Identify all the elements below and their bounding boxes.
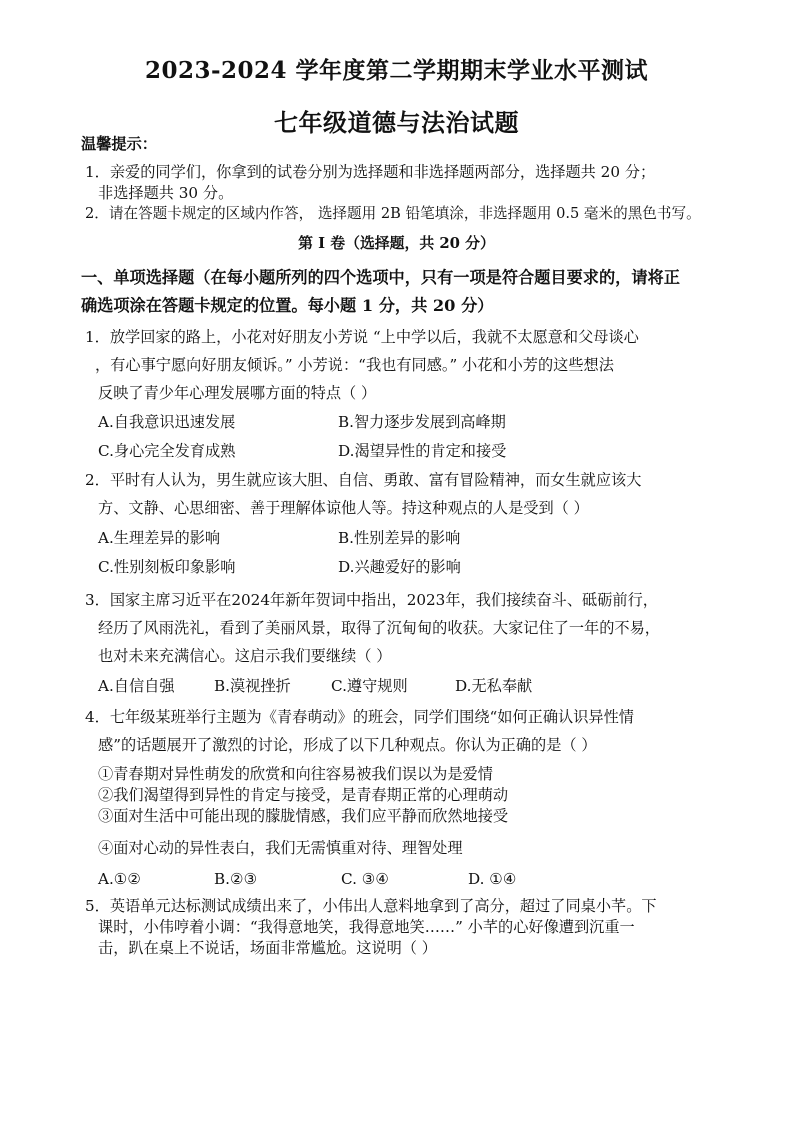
option-a: A.自我意识迅速发展 bbox=[98, 413, 236, 431]
option-b: B.漠视挫折 bbox=[214, 677, 291, 695]
tip-item-1: 1．亲爱的同学们，你拿到的试卷分别为选择题和非选择题两部分，选择题共 20 分； bbox=[85, 163, 656, 181]
question-text: 感”的话题展开了激烈的讨论，形成了以下几种观点。你认为正确的是（ ） bbox=[98, 736, 597, 754]
option-a: A.自信自强 bbox=[98, 677, 175, 695]
option-d: D.兴趣爱好的影响 bbox=[338, 558, 461, 576]
section-instruction: 一、单项选择题（在每小题所列的四个选项中，只有一项是符合题目要求的，请将正 bbox=[81, 268, 680, 287]
option-c: C.遵守规则 bbox=[331, 677, 408, 695]
tips-heading: 温馨提示： bbox=[81, 135, 157, 153]
option-d: D. ①④ bbox=[468, 870, 517, 888]
question-text: 经历了风雨洗礼，看到了美丽风景，取得了沉甸甸的收获。大家记住了一年的不易， bbox=[98, 619, 660, 637]
option-a: A.生理差异的影响 bbox=[98, 529, 221, 547]
question-text: 5．英语单元达标测试成绩出来了，小伟出人意料地拿到了高分，超过了同桌小芊。下 bbox=[85, 897, 657, 915]
question-text: 2．平时有人认为，男生就应该大胆、自信、勇敢、富有冒险精神，而女生就应该大 bbox=[85, 471, 642, 489]
option-b: B.智力逐步发展到高峰期 bbox=[338, 413, 506, 431]
question-text: 方、文静、心思细密、善于理解体谅他人等。持这种观点的人是受到（ ） bbox=[98, 499, 589, 517]
statement-1: ①青春期对异性萌发的欣赏和向往容易被我们误以为是爱情 bbox=[98, 765, 493, 783]
option-a: A.①② bbox=[98, 870, 142, 888]
section-title: 第 I 卷（选择题，共 20 分） bbox=[298, 234, 495, 252]
option-c: C.性别刻板印象影响 bbox=[98, 558, 236, 576]
statement-3: ③面对生活中可能出现的朦胧情感，我们应平静而欣然地接受 bbox=[98, 807, 509, 825]
question-text: 3．国家主席习近平在2024年新年贺词中指出，2023年，我们接续奋斗、砥砺前行， bbox=[85, 591, 658, 609]
question-text: ，有心事宁愿向好朋友倾诉。” 小芳说：“我也有同感。” 小花和小芳的这些想法 bbox=[95, 356, 614, 374]
exam-title: 2023-2024 学年度第二学期期末学业水平测试 bbox=[144, 57, 649, 84]
option-b: B.性别差异的影响 bbox=[338, 529, 461, 547]
option-d: D.渴望异性的肯定和接受 bbox=[338, 442, 507, 460]
question-text: 反映了青少年心理发展哪方面的特点（ ） bbox=[98, 384, 377, 402]
statement-2: ②我们渴望得到异性的肯定与接受，是青春期正常的心理萌动 bbox=[98, 786, 509, 804]
question-text: 课时，小伟哼着小调：“我得意地笑，我得意地笑……” 小芊的心好像遭到沉重一 bbox=[98, 918, 635, 936]
tip-item-2: 2．请在答题卡规定的区域内作答， 选择题用 2B 铅笔填涂，非选择题用 0.5 毫米的黑色书写。 bbox=[85, 205, 701, 222]
question-text: 击，趴在桌上不说话，场面非常尴尬。这说明（ ） bbox=[98, 939, 437, 957]
option-c: C.身心完全发育成熟 bbox=[98, 442, 236, 460]
question-text: 也对未来充满信心。这启示我们要继续（ ） bbox=[98, 647, 392, 665]
question-text: 1．放学回家的路上，小花对好朋友小芳说 “上中学以后，我就不太愿意和父母谈心 bbox=[85, 328, 639, 346]
option-c: C. ③④ bbox=[341, 870, 389, 888]
section-instruction-cont: 确选项涂在答题卡规定的位置。每小题 1 分，共 20 分） bbox=[81, 296, 494, 315]
tip-item-1-cont: 非选择题共 30 分。 bbox=[98, 184, 234, 202]
option-d: D.无私奉献 bbox=[455, 677, 533, 695]
option-b: B.②③ bbox=[214, 870, 258, 888]
question-text: 4．七年级某班举行主题为《青春萌动》的班会，同学们围绕“如何正确认识异性情 bbox=[85, 708, 634, 726]
exam-subtitle: 七年级道德与法治试题 bbox=[274, 108, 519, 137]
statement-4: ④面对心动的异性表白，我们无需慎重对待、理智处理 bbox=[98, 839, 463, 857]
